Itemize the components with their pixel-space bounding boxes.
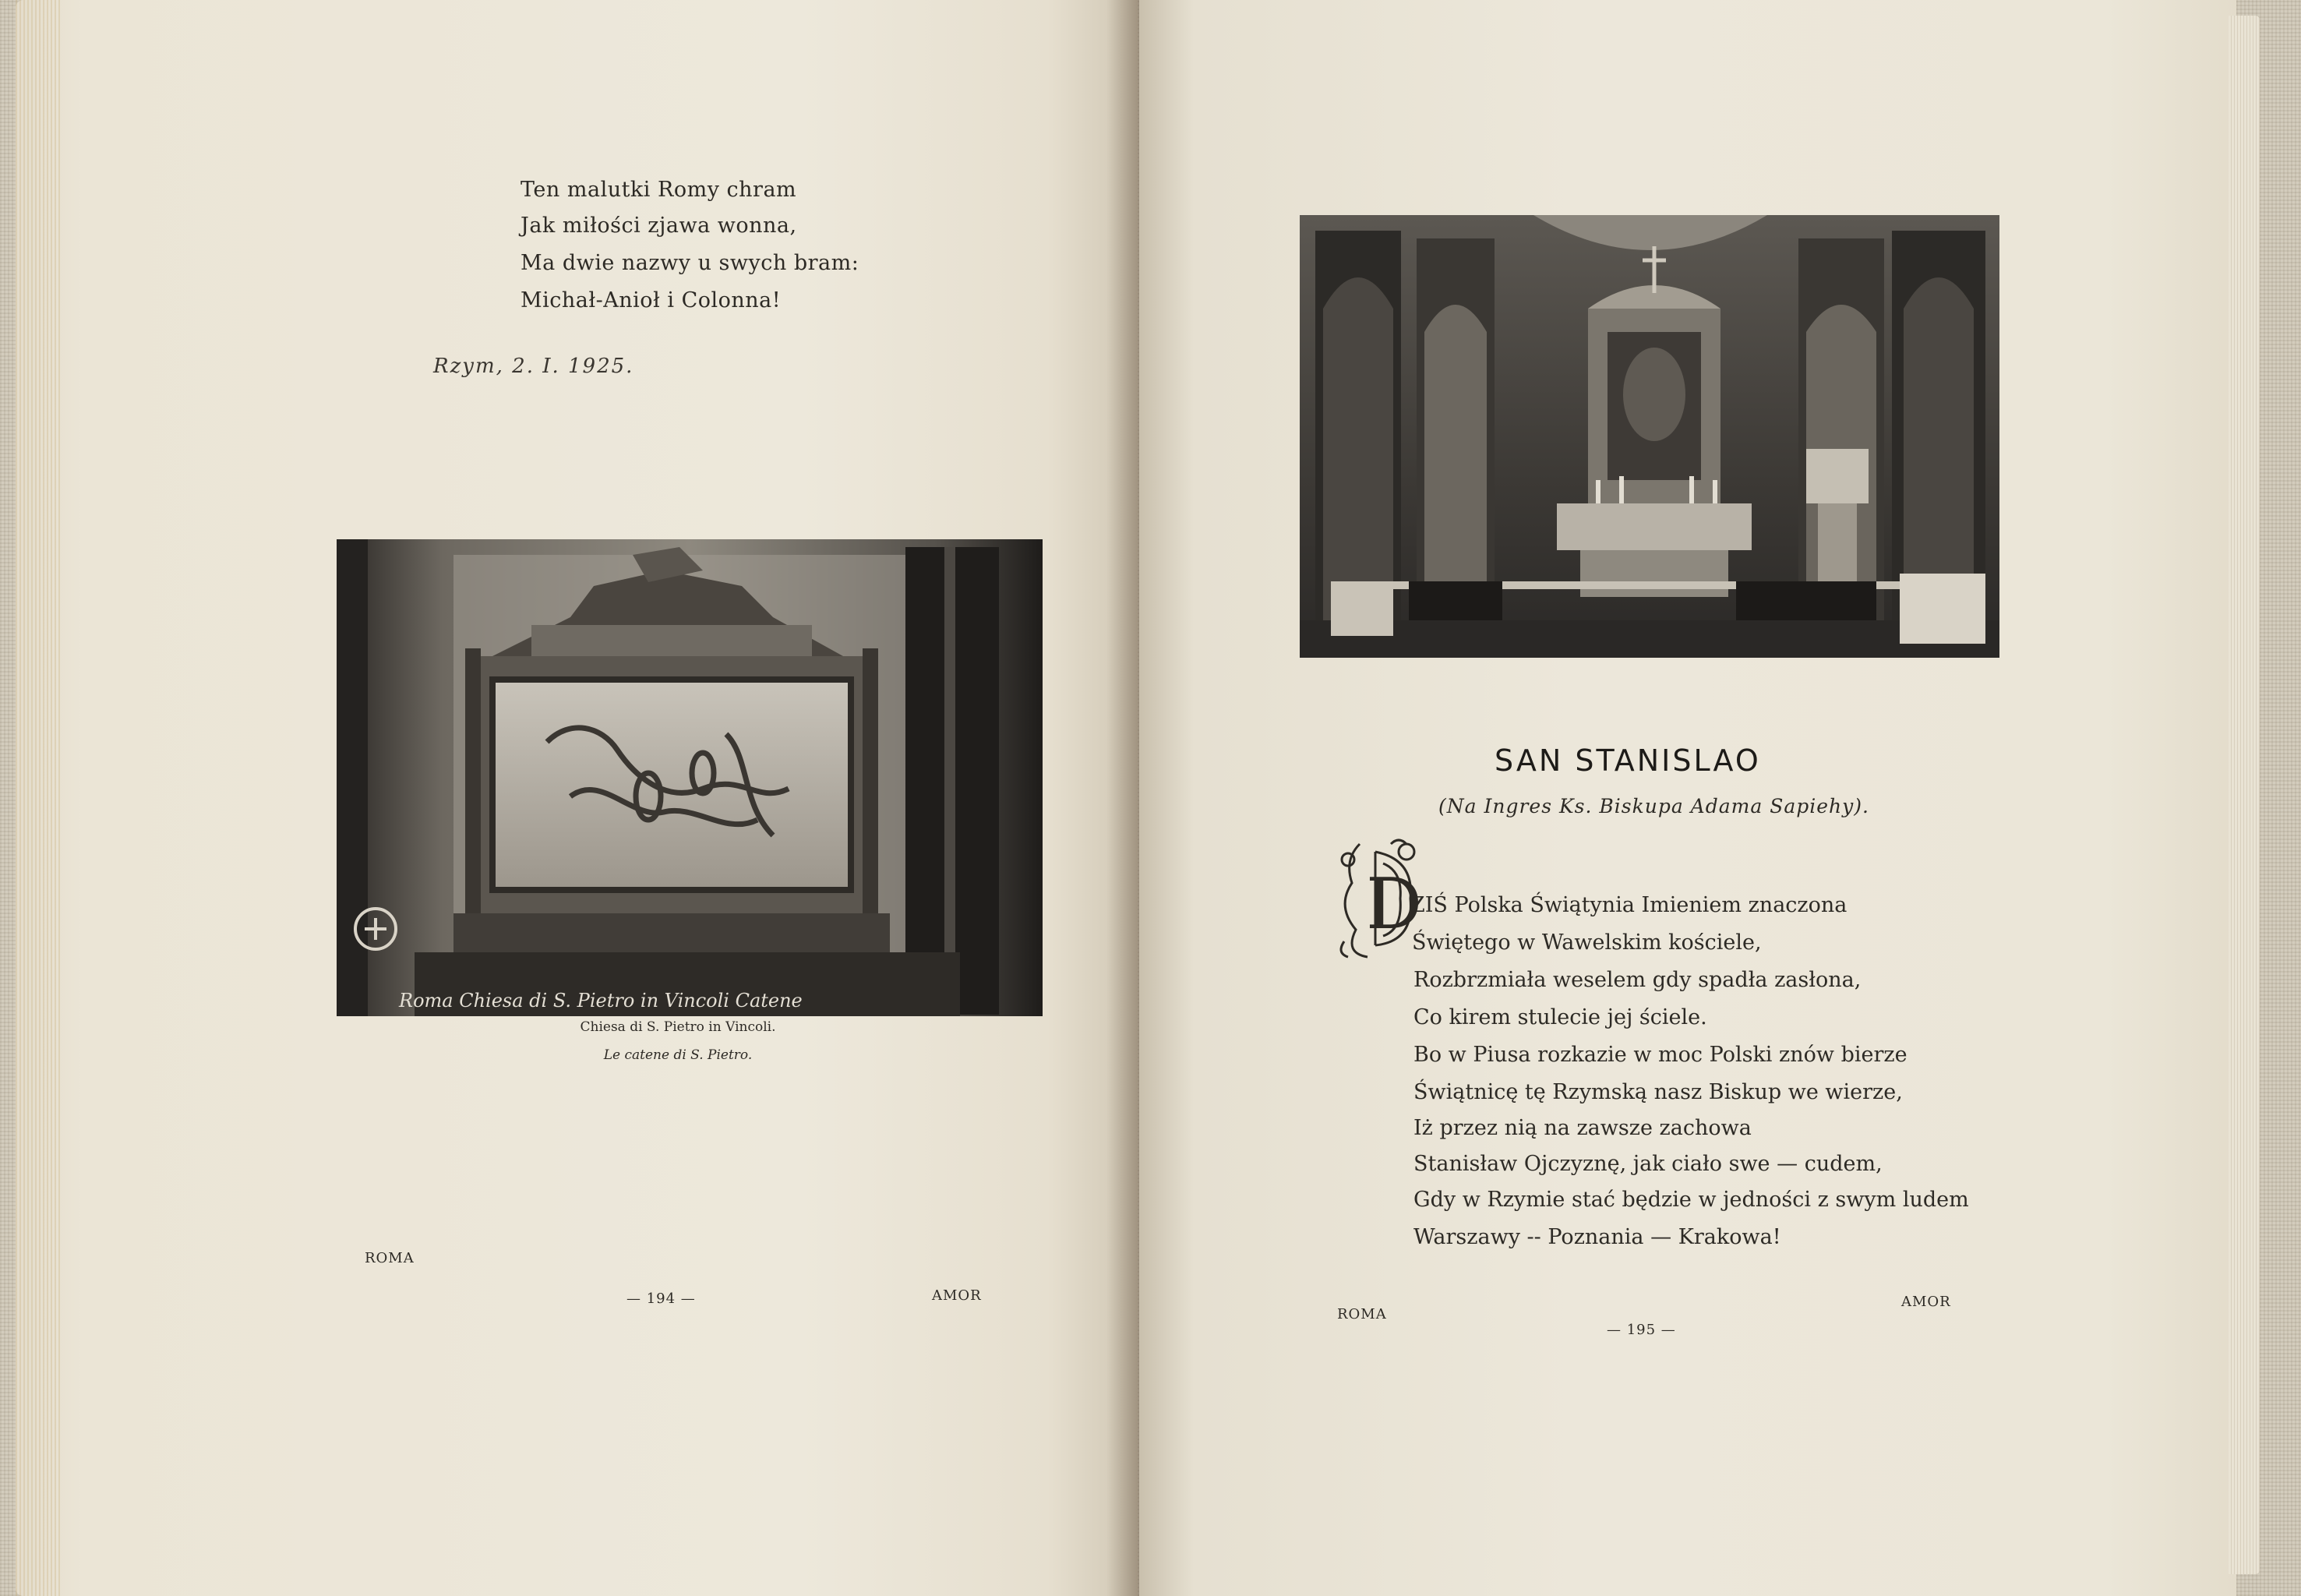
verse-line: Stanisław Ojczyznę, jak ciało swe — cudem, xyxy=(1413,1152,1883,1176)
verse-line: Co kirem stulecie jej ściele. xyxy=(1413,1005,1707,1029)
poem-line: Michał-Anioł i Colonna! xyxy=(521,288,782,312)
verse-line: Świątnicę tę Rzymską nasz Biskup we wierze, xyxy=(1413,1080,1903,1104)
poem-line: Ma dwie nazwy u swych bram: xyxy=(521,251,859,275)
dateline: Rzym, 2. I. 1925. xyxy=(433,355,634,378)
left-footer-amor: AMOR xyxy=(932,1287,982,1304)
right-page-edges xyxy=(2229,16,2260,1574)
photo-church-interior xyxy=(1300,215,1999,658)
photo-inscription: Roma Chiesa di S. Pietro in Vincoli Catene xyxy=(399,990,803,1012)
right-footer-roma: ROMA xyxy=(1337,1306,1387,1322)
verse-line: Bo w Piusa rozkazie w moc Polski znów bierze xyxy=(1413,1043,1908,1067)
poem-subtitle: (Na Ingres Ks. Biskupa Adama Sapiehy). xyxy=(1438,795,1869,817)
ornamental-dropcap-image xyxy=(1329,836,1422,961)
left-page-edge xyxy=(16,0,62,1596)
photo-reliquary-chains-image xyxy=(337,539,1043,1016)
ornamental-dropcap xyxy=(1329,836,1422,961)
poem-line: Jak miłości zjawa wonna, xyxy=(521,214,797,238)
left-page-number: — 194 — xyxy=(626,1291,696,1307)
photo-reliquary-chains xyxy=(337,539,1043,1016)
photo-caption-line1: Chiesa di S. Pietro in Vincoli. xyxy=(580,1019,776,1035)
right-footer-amor: AMOR xyxy=(1901,1294,1951,1310)
right-page-number: — 195 — xyxy=(1607,1322,1676,1338)
left-footer-roma: ROMA xyxy=(365,1250,415,1266)
verse-line: Świętego w Wawelskim kościele, xyxy=(1412,930,1762,955)
verse-line: Iż przez nią na zawsze zachowa xyxy=(1413,1116,1752,1140)
photo-church-interior-image xyxy=(1300,215,1999,658)
verse-line: Warszawy -- Poznania — Krakowa! xyxy=(1413,1225,1781,1249)
verse-line: Rozbrzmiała weselem gdy spadła zasłona, xyxy=(1413,968,1862,992)
dropcap-letter: D xyxy=(1366,863,1422,945)
photo-caption-line2: Le catene di S. Pietro. xyxy=(603,1047,753,1063)
verse-line: Gdy w Rzymie stać będzie w jedności z swym ludem xyxy=(1413,1188,1969,1212)
verse-line: ZIŚ Polska Świątynia Imieniem znaczona xyxy=(1410,893,1848,917)
poem-title: SAN STANISLAO xyxy=(1495,743,1761,778)
poem-line: Ten malutki Romy chram xyxy=(521,178,797,202)
